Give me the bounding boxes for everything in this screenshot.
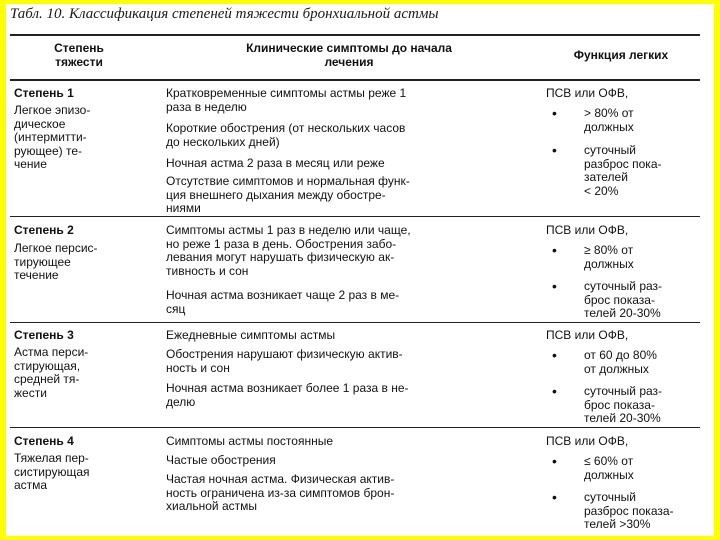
bullet-icon: •: [552, 242, 557, 258]
function-item: ≥ 80% от должных: [584, 243, 634, 271]
symptom-item: Отсутствие симптомов и нормальная функ- ция внешнего дыхания между обостре- ниями: [166, 174, 410, 215]
grade-label: Степень 3: [14, 328, 74, 342]
symptom-item: Обострения нарушают физическую актив- ность и сон: [166, 347, 403, 375]
row-rule-3: [10, 427, 700, 428]
symptom-item: Симптомы астмы постоянные: [166, 434, 333, 448]
bullet-icon: •: [552, 347, 557, 363]
symptom-item: Короткие обострения (от нескольких часов до нескольких дней): [166, 121, 406, 149]
function-title: ПСВ или ОФВ,: [546, 434, 629, 448]
function-title: ПСВ или ОФВ,: [546, 328, 629, 342]
header-rule: [10, 79, 700, 81]
function-item: суточный разброс показа- телей >30%: [584, 490, 674, 531]
symptom-item: Ночная астма 2 раза в месяц или реже: [166, 156, 385, 170]
grade-label: Степень 2: [14, 223, 74, 237]
function-item: суточный разброс пока- зателей < 20%: [584, 143, 662, 198]
symptom-item: Частые обострения: [166, 453, 276, 467]
header-col-lung-function: Функция легких: [573, 48, 669, 62]
symptom-item: Кратковременные симптомы астмы реже 1 раза в неделю: [166, 86, 407, 114]
bullet-icon: •: [552, 489, 557, 505]
function-item: > 80% от должных: [584, 106, 634, 134]
function-item: ≤ 60% от должных: [584, 454, 634, 482]
row-rule-1: [10, 216, 700, 217]
bullet-icon: •: [552, 105, 557, 121]
grade-description: Тяжелая пер- систирующая астма: [14, 451, 90, 492]
grade-description: Легкое эпизо- дическое (интермитти- рующее) те- чение: [14, 103, 91, 171]
bullet-icon: •: [552, 278, 557, 294]
grade-description: Легкое персис- тирующее течение: [14, 241, 98, 282]
header-col-symptoms: Клинические симптомы до начала лечения: [246, 41, 452, 69]
row-rule-2: [10, 322, 700, 323]
grade-label: Степень 4: [14, 434, 74, 448]
function-item: суточный раз- брос показа- телей 20-30%: [584, 384, 663, 425]
symptom-item: Ночная астма возникает чаще 2 раз в ме- сяц: [166, 288, 400, 316]
bullet-icon: •: [552, 142, 557, 158]
symptom-item: Ежедневные симптомы астмы: [166, 328, 336, 342]
function-title: ПСВ или ОФВ,: [546, 86, 629, 100]
function-item: суточный раз- брос показа- телей 20-30%: [584, 279, 663, 320]
document-page: [6, 4, 714, 536]
symptom-item: Частая ночная астма. Физическая актив- ность ограничена из-за симптомов брон- хиальной астмы: [166, 472, 395, 513]
top-rule: [10, 34, 700, 36]
header-col-severity: Степень тяжести: [54, 41, 104, 69]
bullet-icon: •: [552, 383, 557, 399]
symptom-item: Симптомы астмы 1 раз в неделю или чаще, но реже 1 раза в день. Обострения забо- левания могут нарушать физическую ак- тивность и сон: [166, 223, 411, 278]
grade-label: Степень 1: [14, 86, 74, 100]
function-item: от 60 до 80% от должных: [584, 348, 657, 376]
grade-description: Астма перси- стирующая, средней тя- жести: [14, 345, 89, 400]
table-title: Табл. 10. Классификация степеней тяжести бронхиальной астмы: [10, 6, 439, 22]
function-title: ПСВ или ОФВ,: [546, 223, 629, 237]
bullet-icon: •: [552, 453, 557, 469]
symptom-item: Ночная астма возникает более 1 раза в не- делю: [166, 381, 409, 409]
